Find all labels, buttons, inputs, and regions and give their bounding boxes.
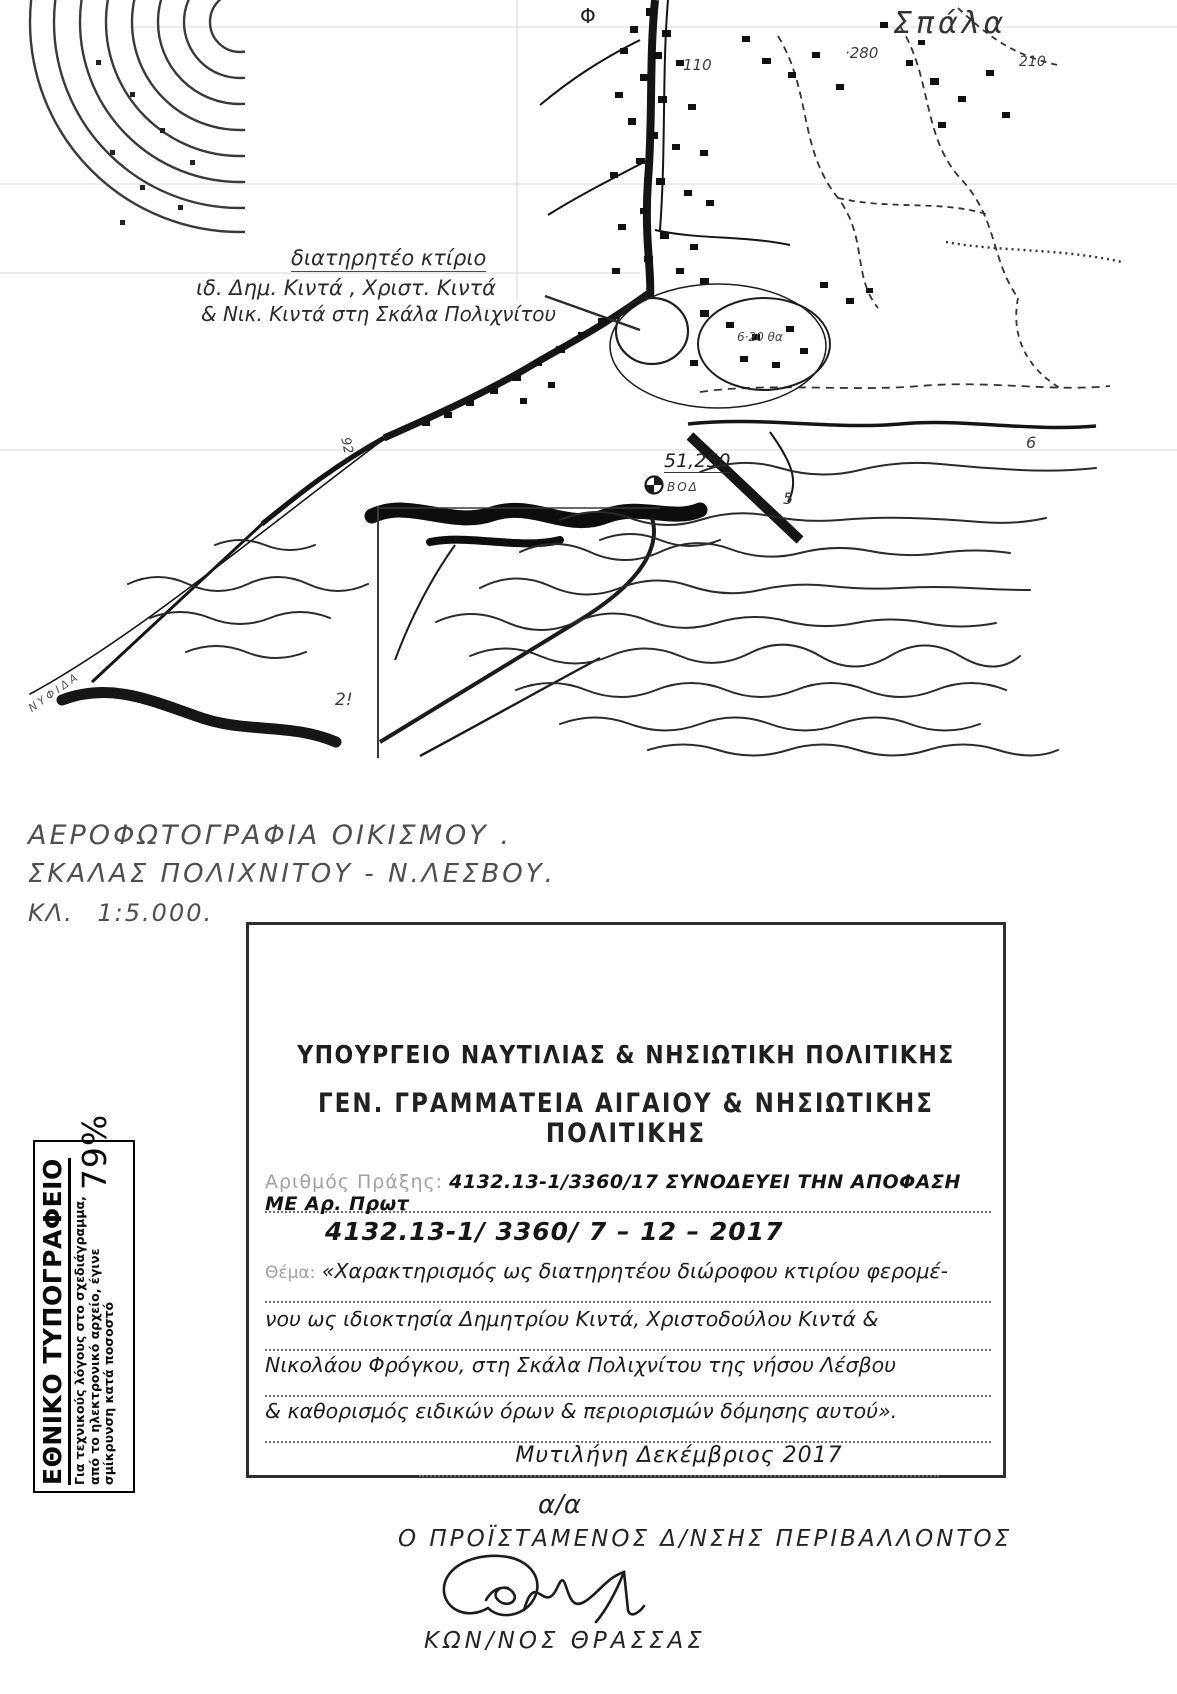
subject-line2: νου ως ιδιοκτησία Δημητρίου Κιντά, Χριστοδούλου Κιντά & <box>265 1307 991 1351</box>
map-annotation-line1: διατηρητέο κτίριο <box>291 246 487 270</box>
map-benchmark-sub: ΒΟΔ <box>667 480 699 494</box>
printing-office-text <box>73 1196 117 1485</box>
map-coast-name: ΝΥΦΙΔΑ <box>26 669 83 715</box>
map-annotation-line2: ιδ. Δημ. Κιντά , Χριστ. Κιντά <box>196 276 497 300</box>
act-number-row <box>265 1171 991 1213</box>
printing-office-title: ΕΘΝΙΚΟ ΤΥΠΟΓΡΑΦΕΙΟ <box>38 1158 71 1485</box>
place-date-line: Μυτιλήνη Δεκέμβριος 2017 <box>419 1443 939 1477</box>
map-elevation-210: 210 <box>1019 54 1046 70</box>
map-area-label: 6·20 θα <box>737 330 783 344</box>
map-graphic <box>0 0 1177 762</box>
subject-line4: & καθορισμός ειδικών όρων & περιορισμών δόμησης αυτού». <box>265 1399 991 1443</box>
printing-note-line1: Για τεχνικούς λόγους στο σχεδιάγραμμα, <box>72 1196 87 1485</box>
subject-line3: Νικολάου Φρόγκου, στη Σκάλα Πολιχνίτου της νήσου Λέσβου <box>265 1353 991 1397</box>
ministry-header: ΥΠΟΥΡΓΕΙΟ ΝΑΥΤΙΛΙΑΣ & ΝΗΣΙΩΤΙΚΗ ΠΟΛΙΤΙΚΗΣ <box>297 1041 955 1070</box>
signer-name: ΚΩΝ/ΝΟΣ ΘΡΑΣΣΑΣ <box>424 1628 706 1654</box>
signature-scribble <box>428 1548 708 1638</box>
map-phi-symbol: Φ <box>580 4 596 28</box>
signer-title: Ο ΠΡΟΪΣΤΑΜΕΝΟΣ Δ/ΝΣΗΣ ΠΕΡΙΒΑΛΛΟΝΤΟΣ <box>398 1526 1013 1552</box>
map-number-5: 5 <box>783 489 794 508</box>
by-order-abbrev: α/α <box>538 1490 582 1520</box>
caption-line1: ΑΕΡΟΦΩΤΟΓΡΑΦΙΑ ΟΙΚΙΣΜΟΥ . <box>28 820 512 851</box>
map-number-2: 2! <box>335 690 353 710</box>
ministry-stamp-box <box>246 922 1006 1478</box>
map-rotated-number: 92 <box>337 436 356 456</box>
reduction-percentage: 79% <box>75 1113 115 1191</box>
map-place-name: Σπάλα <box>893 6 1008 41</box>
aerial-photo-map <box>0 0 1177 762</box>
subject-row-1 <box>265 1259 991 1303</box>
printing-note-line3: σμίκρυνση κατά ποσοστό <box>101 1301 116 1485</box>
map-elevation-280: ·280 <box>845 44 879 62</box>
printing-office-box <box>33 1113 135 1493</box>
printing-office-note <box>33 1113 135 1493</box>
subject-line1: «Χαρακτηρισμός ως διατηρητέου διώροφου κτιρίου φερομέ- <box>321 1259 949 1283</box>
map-elevation-110: 110 <box>683 56 712 74</box>
caption-line2: ΣΚΑΛΑΣ ΠΟΛΙΧΝΙΤΟΥ - Ν.ΛΕΣΒΟΥ. <box>28 859 556 889</box>
map-annotation-line3: & Νικ. Κιντά στη Σκάλα Πολιχνίτου <box>201 302 557 326</box>
printing-note-line2: από το ηλεκτρονικό αρχείο, έγινε <box>86 1248 102 1485</box>
map-benchmark-value: 51,250 <box>664 450 731 472</box>
act-number-line2: 4132.13-1/ 3360/ 7 – 12 – 2017 <box>325 1217 784 1246</box>
act-number-label: Αριθμός Πράξης: <box>265 1171 444 1193</box>
caption-line3: ΚΛ. 1:5.000. <box>28 899 214 927</box>
subject-label: Θέμα: <box>265 1263 316 1283</box>
act-number-value: 4132.13-1/3360/17 ΣΥΝΟΔΕΥΕΙ ΤΗΝ ΑΠΟΦΑΣΗ ΜΕ Αρ. Πρωτ <box>265 1171 961 1215</box>
map-caption <box>28 820 556 927</box>
map-number-6: 6 <box>1026 433 1037 452</box>
secretariat-header: ΓΕΝ. ΓΡΑΜΜΑΤΕΙΑ ΑΙΓΑΙΟΥ & ΝΗΣΙΩΤΙΚΗΣ ΠΟΛΙΤΙΚΗΣ <box>317 1089 934 1149</box>
